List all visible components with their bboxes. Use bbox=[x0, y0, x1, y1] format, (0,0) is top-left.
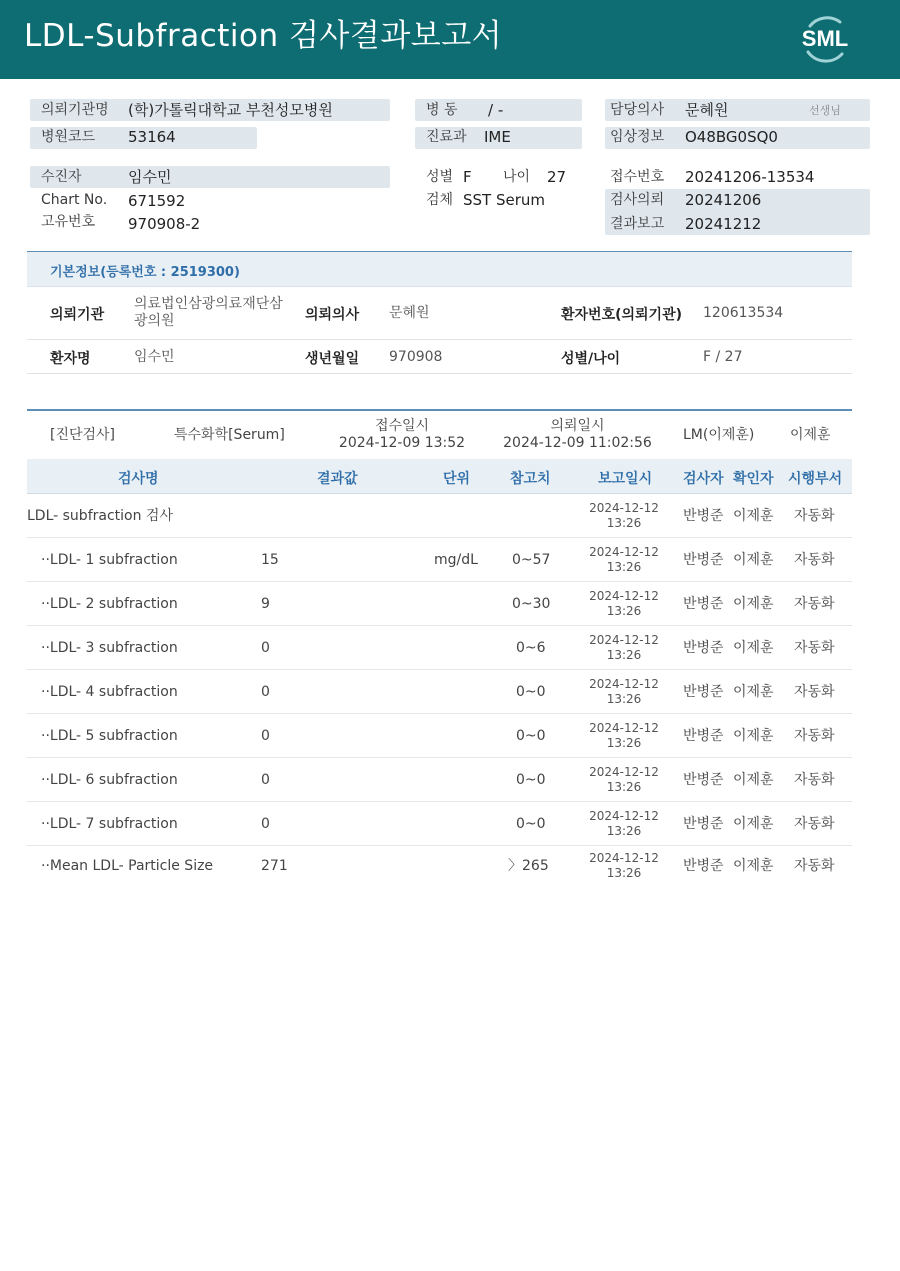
report-date: 2024-12-12 bbox=[589, 677, 659, 691]
header-unit: 단위 bbox=[443, 471, 471, 487]
test-name: ··LDL- 2 subfraction bbox=[41, 596, 178, 612]
report-time: 13:26 bbox=[606, 560, 642, 574]
table-row bbox=[27, 626, 852, 670]
ward-label: 병 동 bbox=[426, 102, 458, 118]
confirmer: 이제훈 bbox=[733, 508, 774, 524]
basic-info-title: 기본정보(등록번호 : 2519300) bbox=[50, 265, 240, 280]
tester: 반병준 bbox=[683, 684, 724, 700]
confirmer: 이제훈 bbox=[733, 596, 774, 612]
report-date: 2024-12-12 bbox=[589, 851, 659, 865]
confirmer: 이제훈 bbox=[733, 552, 774, 568]
department: 자동화 bbox=[794, 772, 835, 788]
report-date: 2024-12-12 bbox=[589, 545, 659, 559]
tester: 반병준 bbox=[683, 508, 724, 524]
doctor-value: 문혜원 bbox=[685, 101, 729, 119]
report-datetime bbox=[579, 765, 669, 795]
report-datetime bbox=[579, 809, 669, 839]
header-reference: 참고치 bbox=[510, 471, 551, 487]
report-time: 13:26 bbox=[606, 824, 642, 838]
header-test-name: 검사명 bbox=[118, 471, 159, 487]
order-category: [진단검사] bbox=[50, 427, 116, 443]
chart-no-label: Chart No. bbox=[41, 192, 108, 208]
basic-info-section bbox=[27, 251, 852, 374]
name-key: 환자명 bbox=[50, 351, 91, 367]
institution-line-2: 광의원 bbox=[134, 313, 175, 329]
header-dept: 시행부서 bbox=[788, 471, 843, 487]
name-value: 임수민 bbox=[134, 349, 175, 365]
basic-doctor-value: 문혜원 bbox=[389, 305, 430, 321]
report-datetime bbox=[579, 633, 669, 663]
table-row bbox=[27, 538, 852, 582]
header-result: 결과값 bbox=[317, 471, 358, 487]
test-name: ··LDL- 6 subfraction bbox=[41, 772, 178, 788]
reference-range: 0~30 bbox=[512, 596, 551, 612]
department: 자동화 bbox=[794, 508, 835, 524]
report-time: 13:26 bbox=[606, 780, 642, 794]
report-date: 2024-12-12 bbox=[589, 633, 659, 647]
header-report-date: 보고일시 bbox=[598, 471, 653, 487]
report-date: 2024-12-12 bbox=[589, 501, 659, 515]
report-date: 2024-12-12 bbox=[589, 765, 659, 779]
specimen-label: 검체 bbox=[426, 192, 454, 208]
reference-range: 0~0 bbox=[516, 816, 546, 832]
request-datetime-value: 2024-12-09 11:02:56 bbox=[503, 435, 652, 451]
report-time: 13:26 bbox=[606, 736, 642, 750]
department-value: IME bbox=[484, 128, 511, 146]
basic-info-row bbox=[27, 340, 852, 374]
order-request bbox=[500, 418, 655, 452]
confirmer: 이제훈 bbox=[733, 772, 774, 788]
referring-institution-value: (학)가톨릭대학교 부천성모병원 bbox=[128, 101, 333, 119]
report-time: 13:26 bbox=[606, 648, 642, 662]
department: 자동화 bbox=[794, 596, 835, 612]
result-value: 0 bbox=[261, 772, 270, 788]
sex-value: F bbox=[463, 168, 472, 186]
doctor-suffix: 선생님 bbox=[809, 104, 841, 117]
confirmer: 이제훈 bbox=[733, 728, 774, 744]
report-datetime bbox=[579, 721, 669, 751]
report-datetime bbox=[579, 545, 669, 575]
report-date: 2024-12-12 bbox=[589, 809, 659, 823]
patient-label: 수진자 bbox=[41, 169, 82, 185]
reference-range: 0~0 bbox=[516, 728, 546, 744]
sexage-key: 성별/나이 bbox=[561, 351, 621, 367]
ward-value: / - bbox=[488, 101, 504, 119]
department: 자동화 bbox=[794, 640, 835, 656]
department: 자동화 bbox=[794, 684, 835, 700]
order-confirmer: 이제훈 bbox=[790, 427, 831, 443]
confirmer: 이제훈 bbox=[733, 640, 774, 656]
result-value: 0 bbox=[261, 816, 270, 832]
result-value: 271 bbox=[261, 858, 288, 874]
test-name: LDL- subfraction 검사 bbox=[27, 508, 173, 524]
order-summary bbox=[27, 409, 852, 459]
department: 자동화 bbox=[794, 816, 835, 832]
patient-field bbox=[30, 166, 390, 188]
receipt-no-label: 접수번호 bbox=[610, 169, 665, 185]
report-datetime bbox=[579, 501, 669, 531]
test-name: ··LDL- 5 subfraction bbox=[41, 728, 178, 744]
sex-label: 성별 bbox=[426, 169, 454, 185]
report-date-label: 결과보고 bbox=[610, 216, 665, 232]
doctor-label: 담당의사 bbox=[610, 102, 665, 118]
unique-no-value: 970908-2 bbox=[128, 215, 201, 233]
basic-doctor-key: 의뢰의사 bbox=[305, 307, 360, 323]
patient-no-value: 120613534 bbox=[703, 305, 784, 321]
table-row bbox=[27, 582, 852, 626]
report-time: 13:26 bbox=[606, 866, 642, 880]
result-value: 0 bbox=[261, 728, 270, 744]
report-header bbox=[0, 0, 900, 79]
report-datetime bbox=[579, 589, 669, 619]
clinical-info-label: 임상정보 bbox=[610, 129, 665, 145]
institution-value bbox=[134, 296, 283, 330]
reference-range: 0~0 bbox=[516, 772, 546, 788]
chart-no-value: 671592 bbox=[128, 192, 186, 210]
header-confirmer: 확인자 bbox=[733, 471, 774, 487]
report-title: LDL-Subfraction 검사결과보고서 bbox=[24, 18, 503, 54]
unit: mg/dL bbox=[434, 552, 478, 568]
basic-info-header bbox=[27, 251, 852, 287]
tester: 반병준 bbox=[683, 552, 724, 568]
tester: 반병준 bbox=[683, 596, 724, 612]
specimen-value: SST Serum bbox=[463, 191, 546, 209]
request-date-label: 검사의뢰 bbox=[610, 192, 665, 208]
reference-range: 0~0 bbox=[516, 684, 546, 700]
patient-no-key: 환자번호(의뢰기관) bbox=[561, 307, 682, 323]
hospital-code-label: 병원코드 bbox=[41, 129, 96, 145]
table-row bbox=[27, 802, 852, 846]
report-date: 2024-12-12 bbox=[589, 721, 659, 735]
report-datetime bbox=[579, 677, 669, 707]
reference-range: 〉265 bbox=[508, 858, 549, 874]
test-name: ··LDL- 1 subfraction bbox=[41, 552, 178, 568]
department: 자동화 bbox=[794, 858, 835, 874]
reference-range: 0~6 bbox=[516, 640, 546, 656]
basic-info-row bbox=[27, 287, 852, 340]
clinical-info-value: O48BG0SQ0 bbox=[685, 128, 778, 146]
dob-value: 970908 bbox=[389, 349, 443, 365]
tester: 반병준 bbox=[683, 640, 724, 656]
sml-logo bbox=[796, 12, 854, 66]
reference-range: 0~57 bbox=[512, 552, 551, 568]
referring-institution-label: 의뢰기관명 bbox=[41, 102, 109, 118]
report-datetime bbox=[579, 851, 669, 881]
logo-text: SML bbox=[801, 26, 849, 51]
receipt-datetime-value: 2024-12-09 13:52 bbox=[338, 435, 466, 451]
age-value: 27 bbox=[547, 168, 567, 186]
department-label: 진료과 bbox=[426, 129, 467, 145]
report-time: 13:26 bbox=[606, 692, 642, 706]
tester: 반병준 bbox=[683, 858, 724, 874]
test-name: ··LDL- 3 subfraction bbox=[41, 640, 178, 656]
tester: 반병준 bbox=[683, 816, 724, 832]
tester: 반병준 bbox=[683, 772, 724, 788]
confirmer: 이제훈 bbox=[733, 816, 774, 832]
table-row bbox=[27, 670, 852, 714]
confirmer: 이제훈 bbox=[733, 684, 774, 700]
result-value: 0 bbox=[261, 640, 270, 656]
result-value: 15 bbox=[261, 552, 279, 568]
order-test-group: 특수화학[Serum] bbox=[174, 427, 285, 443]
test-name: ··Mean LDL- Particle Size bbox=[41, 858, 214, 874]
table-row bbox=[27, 846, 852, 890]
department: 자동화 bbox=[794, 552, 835, 568]
results-table-header bbox=[27, 459, 852, 494]
result-value: 0 bbox=[261, 684, 270, 700]
dob-key: 생년월일 bbox=[305, 351, 360, 367]
report-date: 2024-12-12 bbox=[589, 589, 659, 603]
institution-key: 의뢰기관 bbox=[50, 307, 105, 323]
request-datetime-label: 의뢰일시 bbox=[550, 418, 605, 434]
patient-value: 임수민 bbox=[128, 168, 172, 186]
receipt-datetime-label: 접수일시 bbox=[374, 418, 430, 434]
request-date-value: 20241206 bbox=[685, 191, 762, 209]
receipt-no-value: 20241206-13534 bbox=[685, 168, 815, 186]
report-time: 13:26 bbox=[606, 516, 642, 530]
confirmer: 이제훈 bbox=[733, 858, 774, 874]
hospital-code-value: 53164 bbox=[128, 128, 176, 146]
sexage-value: F / 27 bbox=[703, 349, 743, 365]
test-name: ··LDL- 7 subfraction bbox=[41, 816, 178, 832]
header-tester: 검사자 bbox=[683, 471, 724, 487]
order-lm: LM(이제훈) bbox=[683, 427, 755, 443]
tester: 반병준 bbox=[683, 728, 724, 744]
report-date-value: 20241212 bbox=[685, 215, 762, 233]
table-row bbox=[27, 758, 852, 802]
test-name: ··LDL- 4 subfraction bbox=[41, 684, 178, 700]
department: 자동화 bbox=[794, 728, 835, 744]
unique-no-label: 고유번호 bbox=[41, 214, 96, 230]
report-time: 13:26 bbox=[606, 604, 642, 618]
table-row bbox=[27, 714, 852, 758]
table-row bbox=[27, 494, 852, 538]
age-label: 나이 bbox=[503, 169, 531, 185]
institution-line-1: 의료법인삼광의료재단삼 bbox=[134, 296, 283, 312]
result-value: 9 bbox=[261, 596, 270, 612]
order-receipt bbox=[327, 418, 477, 452]
